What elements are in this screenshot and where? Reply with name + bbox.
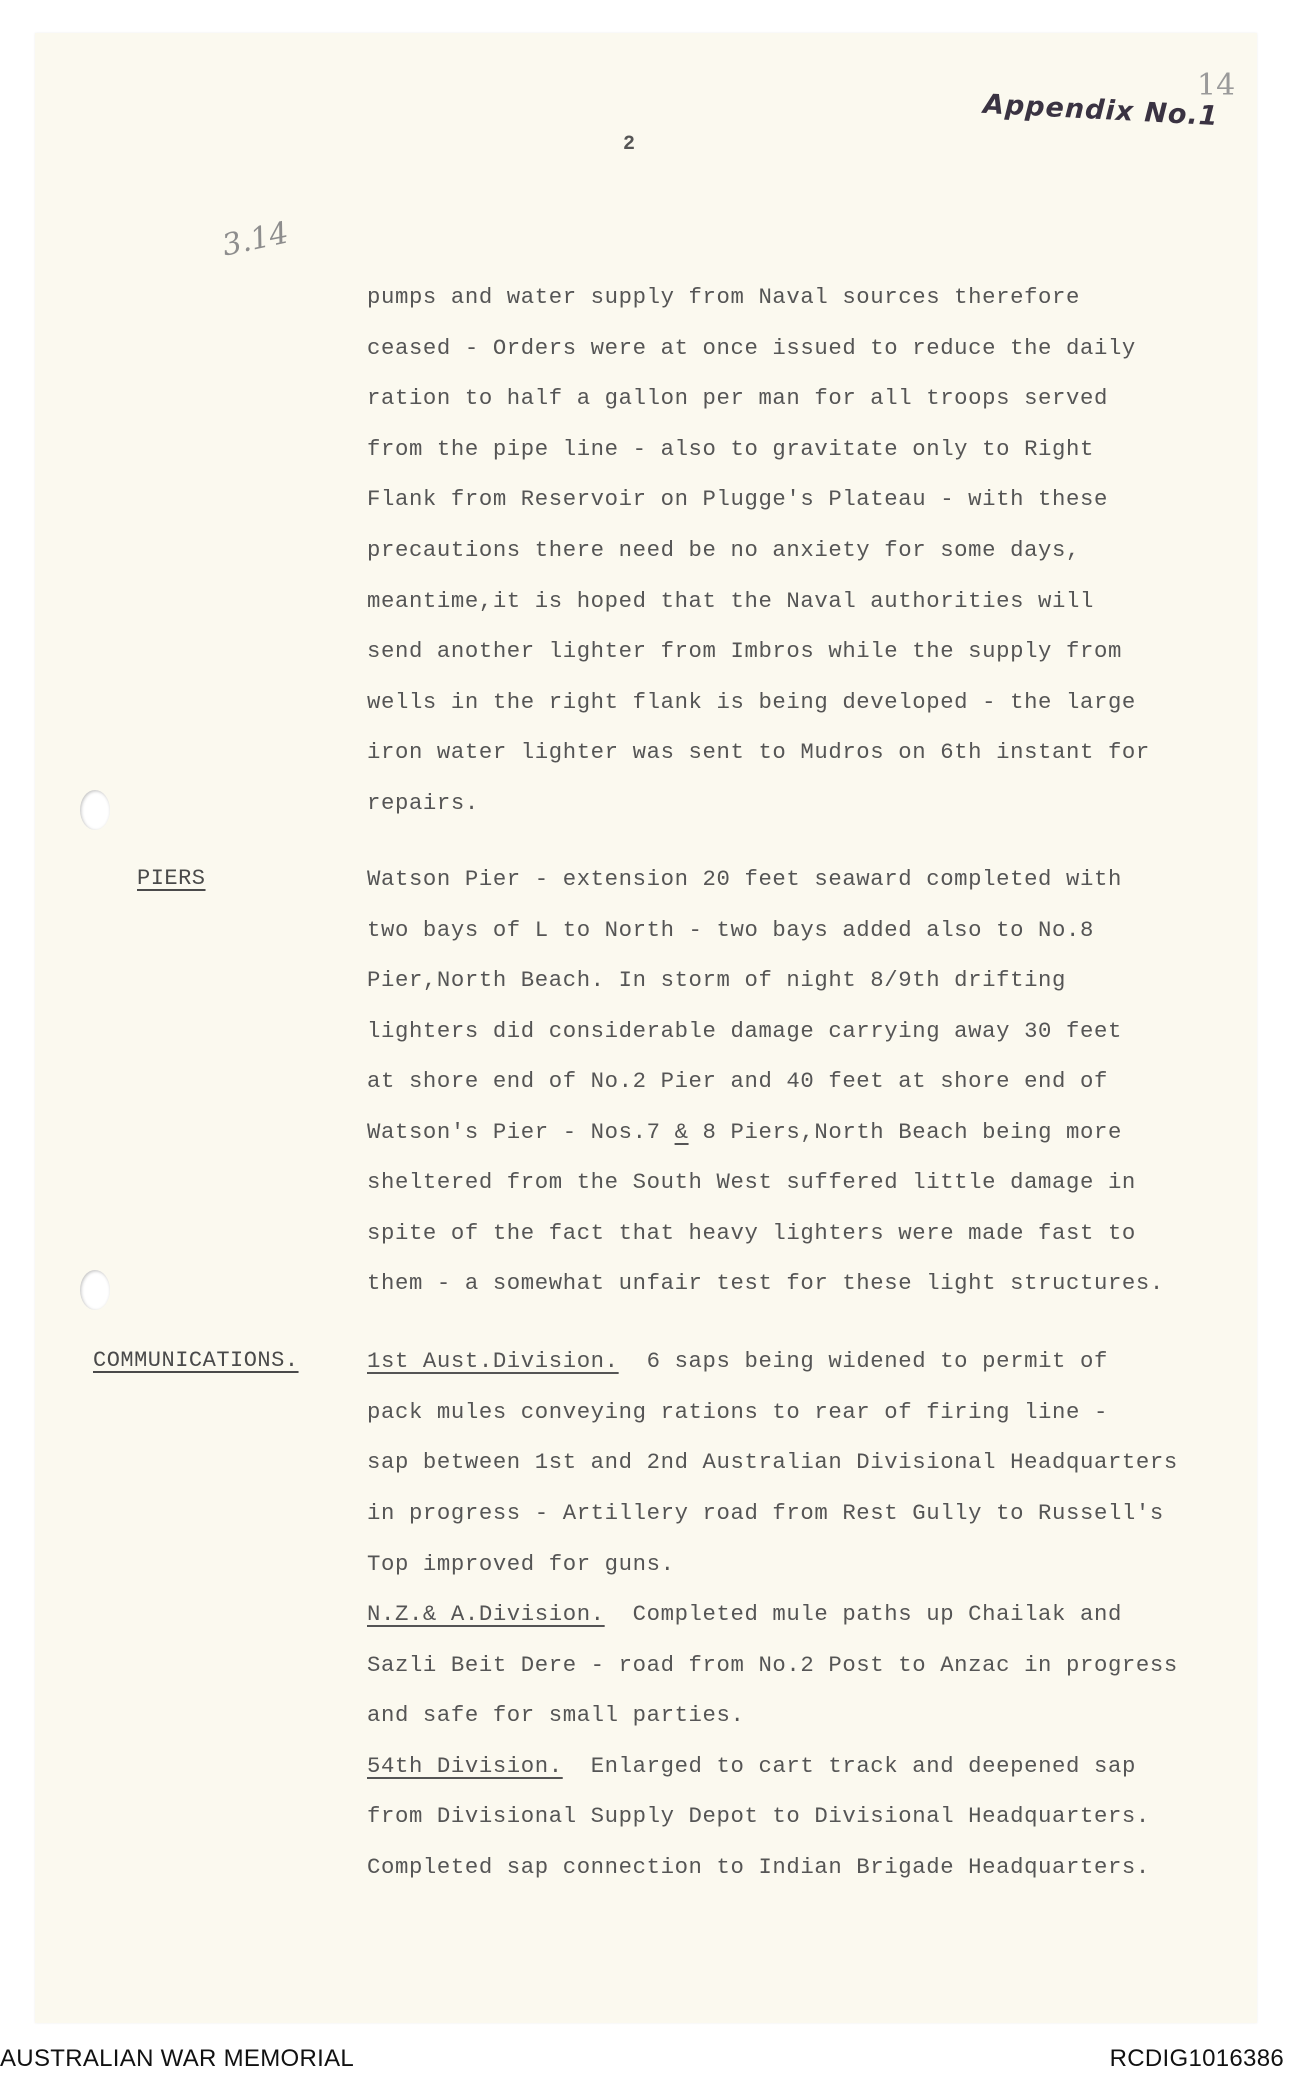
text-line: meantime,it is hoped that the Naval authorities will [367,588,1094,614]
text-line: two bays of L to North - two bays added also to No.8 [367,917,1094,943]
text-line: them - a somewhat unfair test for these light structures. [367,1270,1164,1296]
text-line: iron water lighter was sent to Mudros on 6th instant for [367,739,1150,765]
text-line: Watson Pier - extension 20 feet seaward completed with [367,866,1122,892]
subheading-1st-aust-division: 1st Aust.Division. [367,1348,619,1374]
text-line [367,1753,1136,1779]
text-line: spite of the fact that heavy lighters were made fast to [367,1220,1136,1246]
text-run: Enlarged to cart track and deepened sap [562,1753,1136,1779]
text-run: Completed mule paths up Chailak and [604,1601,1122,1627]
text-line: in progress - Artillery road from Rest Gully to Russell's [367,1500,1164,1526]
text-line: sheltered from the South West suffered little damage in [367,1169,1136,1195]
text-line: Completed sap connection to Indian Brigade Headquarters. [367,1854,1150,1880]
text-line: ration to half a gallon per man for all troops served [367,385,1108,411]
communications-heading: COMMUNICATIONS. [93,1348,299,1373]
text-line [367,1348,1108,1374]
text-line: send another lighter from Imbros while the supply from [367,638,1122,664]
text-line: ceased - Orders were at once issued to reduce the daily [367,335,1136,361]
text-line: pumps and water supply from Naval sources therefore [367,284,1080,310]
footer-archive-name: AUSTRALIAN WAR MEMORIAL [0,2045,355,2072]
page-number: 2 [623,133,636,156]
pencil-note: 3.14 [219,215,292,264]
punch-hole [80,790,110,830]
text-line: wells in the right flank is being developed - the large [367,689,1136,715]
text-line: Sazli Beit Dere - road from No.2 Post to Anzac in progress [367,1652,1178,1678]
text-run: 8 Piers,North Beach being more [688,1119,1122,1145]
text-line: lighters did considerable damage carrying away 30 feet [367,1018,1122,1044]
text-line: precautions there need be no anxiety for some days, [367,537,1080,563]
text-line: and safe for small parties. [367,1702,745,1728]
text-line: repairs. [367,790,479,816]
punch-hole [80,1270,110,1310]
folio-number: 14 [1197,68,1236,103]
subheading-54th-division: 54th Division. [367,1753,563,1779]
text-line: Flank from Reservoir on Plugge's Plateau - with these [367,486,1108,512]
text-line [367,1119,1122,1145]
piers-heading: PIERS [137,866,206,891]
appendix-stamp: Appendix No.1 [982,88,1220,133]
text-line: from Divisional Supply Depot to Divisional Headquarters. [367,1803,1150,1829]
footer-record-id: RCDIG1016386 [1109,2045,1284,2072]
text-line: at shore end of No.2 Pier and 40 feet at shore end of [367,1068,1108,1094]
text-line [367,1601,1122,1627]
text-line: sap between 1st and 2nd Australian Divisional Headquarters [367,1449,1178,1475]
text-line: Top improved for guns. [367,1551,675,1577]
text-run: 6 saps being widened to permit of [618,1348,1108,1374]
subheading-nz-a-division: N.Z.& A.Division. [367,1601,605,1627]
text-run: Watson's Pier - Nos.7 [367,1119,675,1145]
text-line: Pier,North Beach. In storm of night 8/9th drifting [367,967,1067,993]
underlined-ampersand: & [674,1119,689,1145]
text-line: from the pipe line - also to gravitate only to Right [367,436,1094,462]
text-line: pack mules conveying rations to rear of firing line - [367,1399,1108,1425]
